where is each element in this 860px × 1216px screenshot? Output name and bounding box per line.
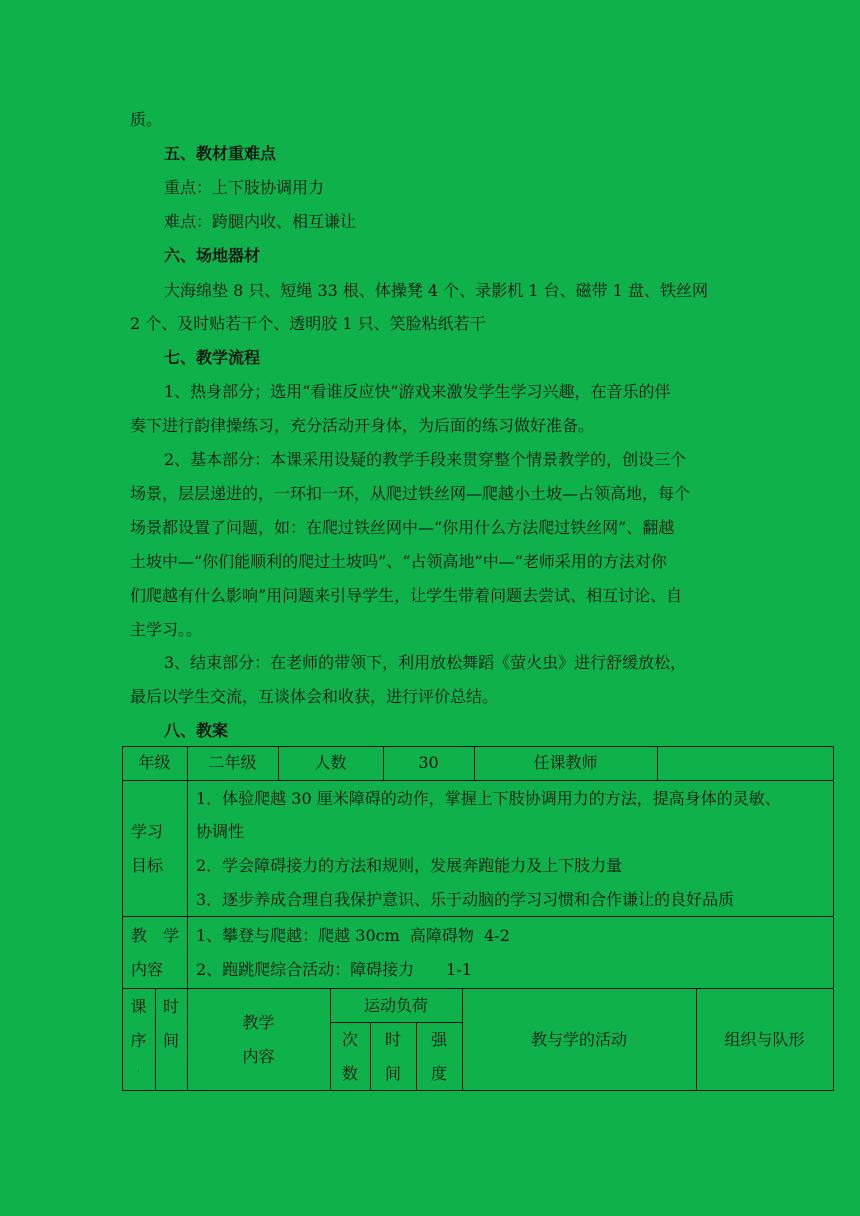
- header-time: 时: [162, 997, 179, 1016]
- header-load: 运动负荷: [363, 996, 428, 1015]
- header-times: 次: [341, 1030, 358, 1049]
- header-organization: 组织与队形: [724, 1030, 805, 1049]
- text-line: 2 个、及时贴若干个、透明胶 1 只、笑脸粘纸若干: [130, 314, 486, 333]
- section-heading: 七、教学流程: [164, 348, 261, 367]
- text-line: 2、基本部分：本课采用设疑的教学手段来贯穿整个情景教学的，创设三个: [164, 450, 687, 469]
- text-line: 们爬越有什么影响”用问题来引导学生，让学生带着问题去尝试、相互讨论、自: [130, 586, 683, 605]
- section-heading: 六、场地器材: [164, 246, 261, 265]
- goal-item: 协调性: [196, 822, 245, 841]
- header-content: 内容: [242, 1047, 275, 1066]
- content-item: 1、攀登与爬越：爬越 30cm 高障碍物 4-2: [196, 926, 510, 945]
- header-content: 教学: [242, 1013, 275, 1032]
- content-label: 教 学: [131, 926, 180, 945]
- text-line: 奏下进行韵律操练习，充分活动开身体，为后面的练习做好准备。: [130, 416, 595, 435]
- text-line: 最后以学生交流，互谈体会和收获，进行评价总结。: [130, 687, 499, 706]
- count-label: 人数: [314, 753, 347, 772]
- text-line: 难点：跨腿内收、相互谦让: [164, 212, 357, 231]
- text-line: 主学习。。: [130, 620, 203, 639]
- goal-item: 1．体验爬越 30 厘米障碍的动作，掌握上下肢协调用力的方法，提高身体的灵敏、: [196, 789, 781, 808]
- teacher-label: 任课教师: [533, 753, 598, 772]
- content-label: 内容: [131, 960, 164, 979]
- text-line: 大海绵垫 8 只、短绳 33 根、体操凳 4 个、录影机 1 台、磁带 1 盘、铁丝网: [164, 281, 708, 300]
- header-order: 课: [130, 997, 147, 1016]
- header-order: 序: [130, 1031, 147, 1050]
- header-times: 数: [341, 1064, 358, 1083]
- text-line: 1、热身部分；选用“看谁反应快”游戏来激发学生学习兴趣，在音乐的伴: [164, 382, 671, 401]
- header-intensity: 强: [430, 1030, 447, 1049]
- header-duration: 间: [384, 1064, 401, 1083]
- goal-item: 2．学会障碍接力的方法和规则，发展奔跑能力及上下肢力量: [196, 856, 623, 875]
- header-time: 间: [162, 1031, 179, 1050]
- lesson-plan-table: [122, 746, 834, 1092]
- section-heading: 五、教材重难点: [164, 144, 277, 163]
- grade-label: 年级: [138, 753, 171, 772]
- goals-label: 目标: [131, 856, 164, 875]
- header-intensity: 度: [430, 1064, 447, 1083]
- text-line: 3、结束部分：在老师的带领下，利用放松舞蹈《萤火虫》进行舒缓放松，: [164, 653, 687, 672]
- section-heading: 八、教案: [164, 721, 229, 740]
- header-duration: 时: [384, 1030, 401, 1049]
- goal-item: 3．逐步养成合理自我保护意识、乐于动脑的学习习惯和合作谦让的良好品质: [196, 890, 735, 909]
- header-order: .: [137, 1064, 140, 1073]
- text-line: 场景，层层递进的，一环扣一环，从爬过铁丝网—爬越小土坡—占领高地，每个: [130, 484, 691, 503]
- text-line: 质。: [130, 110, 163, 129]
- count-value: 30: [418, 753, 439, 772]
- goals-label: 学习: [131, 822, 164, 841]
- header-activity: 教与学的活动: [530, 1030, 627, 1049]
- text-line: 场景都设置了问题，如：在爬过铁丝网中—“你用什么方法爬过铁丝网”、翻越: [130, 518, 675, 537]
- text-line: 重点：上下肢协调用力: [164, 178, 325, 197]
- text-line: 土坡中—“你们能顺利的爬过土坡吗”、“占领高地”中—“老师采用的方法对你: [130, 552, 667, 571]
- content-item: 2、跑跳爬综合活动：障碍接力 1-1: [196, 960, 472, 979]
- grade-value: 二年级: [208, 753, 257, 772]
